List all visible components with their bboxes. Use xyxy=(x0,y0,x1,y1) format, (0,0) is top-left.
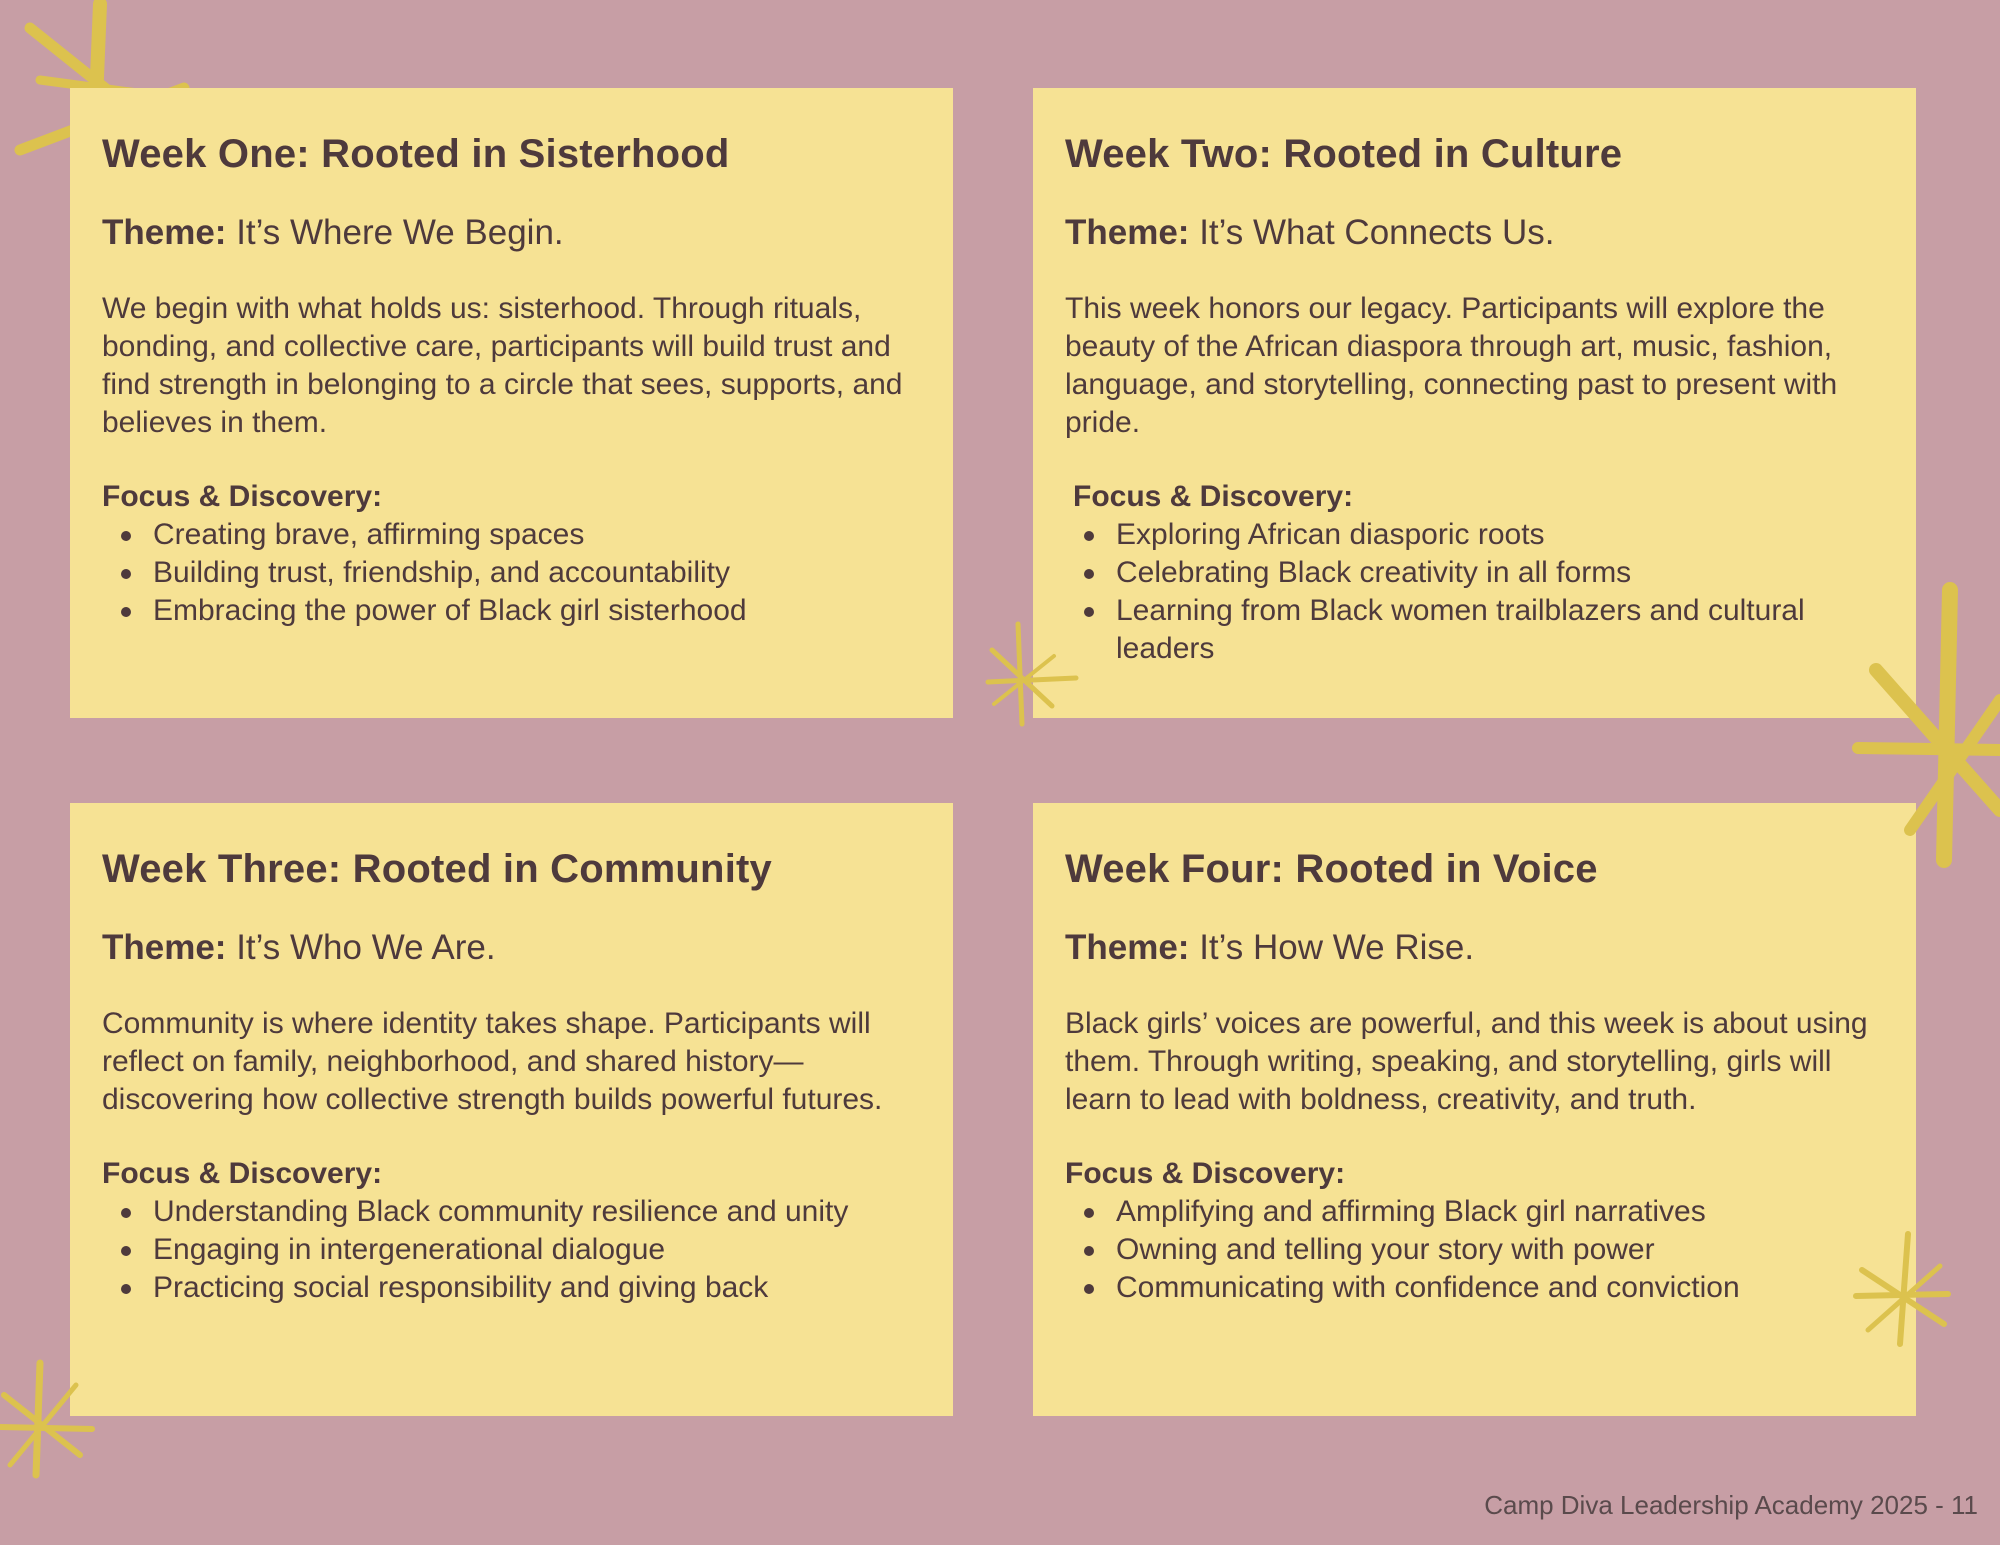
focus-item xyxy=(153,1231,921,1269)
week-theme xyxy=(102,212,921,254)
focus-item-text: Communicating with confidence and conviction xyxy=(1116,1271,1740,1304)
sparkle-icon xyxy=(1848,1226,1958,1356)
week-title: Week One: Rooted in Sisterhood xyxy=(102,132,730,176)
bullet-icon xyxy=(1084,531,1094,541)
week-two-card xyxy=(1033,88,1916,718)
focus-list xyxy=(102,1193,921,1307)
week-description: We begin with what holds us: sisterhood. Through rituals, bonding, and collective care, participants will build trust and find strength in belonging to a circle that sees, supports, and believes in them. xyxy=(102,292,903,439)
focus-item xyxy=(1116,554,1884,592)
bullet-icon xyxy=(1084,1284,1094,1294)
focus-item xyxy=(153,516,921,554)
focus-heading: Focus & Discovery: xyxy=(1073,480,1354,513)
focus-item-text: Celebrating Black creativity in all forms xyxy=(1116,556,1632,589)
bullet-icon xyxy=(121,569,131,579)
focus-item xyxy=(153,554,921,592)
theme-text: It’s Where We Begin. xyxy=(226,213,564,252)
week-four-card xyxy=(1033,803,1916,1416)
week-title: Week Two: Rooted in Culture xyxy=(1065,132,1623,176)
bullet-icon xyxy=(1084,569,1094,579)
theme-label: Theme: xyxy=(1065,213,1190,252)
theme-label: Theme: xyxy=(102,213,227,252)
focus-item-text: Creating brave, affirming spaces xyxy=(153,518,585,551)
sparkle-icon xyxy=(982,618,1082,733)
week-title: Week Four: Rooted in Voice xyxy=(1065,847,1598,891)
focus-item-text: Learning from Black women trailblazers and cultural leaders xyxy=(1116,594,1805,665)
week-theme xyxy=(1065,927,1884,969)
focus-list xyxy=(102,516,921,630)
sparkle-icon xyxy=(1840,570,2000,870)
focus-heading: Focus & Discovery: xyxy=(1065,1157,1346,1190)
bullet-icon xyxy=(121,607,131,617)
focus-heading: Focus & Discovery: xyxy=(102,1157,383,1190)
page-footer: Camp Diva Leadership Academy 2025 - 11 xyxy=(1484,1490,1978,1520)
theme-text: It’s Who We Are. xyxy=(226,928,496,967)
bullet-icon xyxy=(121,1246,131,1256)
focus-item xyxy=(1116,1231,1884,1269)
week-one-card xyxy=(70,88,953,718)
week-description: This week honors our legacy. Participants will explore the beauty of the African diaspora through art, music, fashion, language, and storytelling, connecting past to present with pride. xyxy=(1065,292,1838,439)
focus-item-text: Understanding Black community resilience and unity xyxy=(153,1195,849,1228)
focus-list xyxy=(1065,516,1884,668)
bullet-icon xyxy=(1084,1208,1094,1218)
week-description: Community is where identity takes shape. Participants will reflect on family, neighborhood, and shared history—discovering how collective strength builds powerful futures. xyxy=(102,1007,883,1116)
theme-label: Theme: xyxy=(1065,928,1190,967)
theme-label: Theme: xyxy=(102,928,227,967)
focus-item xyxy=(1116,1269,1884,1307)
week-three-card xyxy=(70,803,953,1416)
focus-item-text: Owning and telling your story with power xyxy=(1116,1233,1655,1266)
bullet-icon xyxy=(121,531,131,541)
focus-item-text: Building trust, friendship, and accountability xyxy=(153,556,731,589)
week-theme xyxy=(102,927,921,969)
week-theme xyxy=(1065,212,1884,254)
focus-item xyxy=(153,1193,921,1231)
focus-item xyxy=(153,592,921,630)
focus-item-text: Practicing social responsibility and giving back xyxy=(153,1271,769,1304)
week-description: Black girls’ voices are powerful, and this week is about using them. Through writing, speaking, and storytelling, girls will learn to lead with boldness, creativity, and truth. xyxy=(1065,1007,1868,1116)
week-title: Week Three: Rooted in Community xyxy=(102,847,772,891)
focus-item xyxy=(1116,516,1884,554)
theme-text: It’s What Connects Us. xyxy=(1189,213,1555,252)
bullet-icon xyxy=(121,1284,131,1294)
sparkle-icon xyxy=(0,1355,100,1485)
focus-heading: Focus & Discovery: xyxy=(102,480,383,513)
bullet-icon xyxy=(121,1208,131,1218)
focus-item-text: Engaging in intergenerational dialogue xyxy=(153,1233,666,1266)
bullet-icon xyxy=(1084,607,1094,617)
focus-item xyxy=(1116,592,1884,668)
focus-list xyxy=(1065,1193,1884,1307)
theme-text: It’s How We Rise. xyxy=(1189,928,1475,967)
focus-item-text: Exploring African diasporic roots xyxy=(1116,518,1545,551)
focus-item-text: Amplifying and affirming Black girl narratives xyxy=(1116,1195,1706,1228)
focus-item-text: Embracing the power of Black girl sisterhood xyxy=(153,594,747,627)
bullet-icon xyxy=(1084,1246,1094,1256)
focus-item xyxy=(1116,1193,1884,1231)
focus-item xyxy=(153,1269,921,1307)
